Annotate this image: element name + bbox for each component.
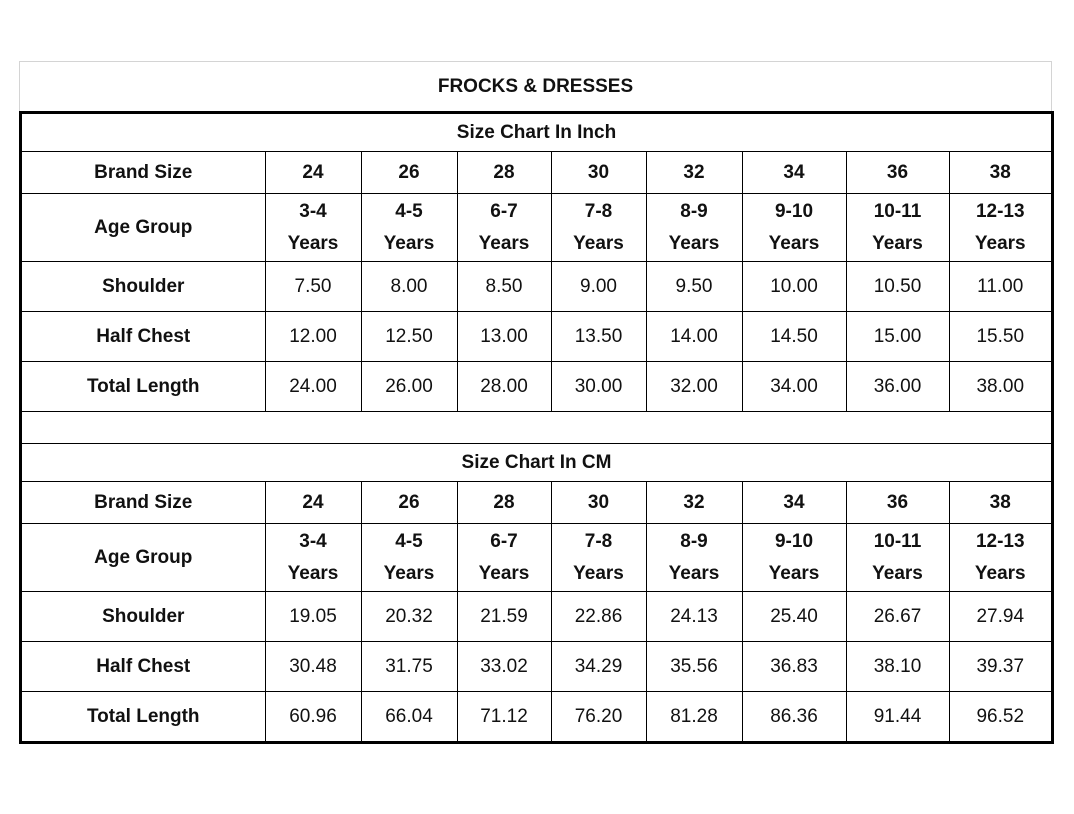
length-value-cell: 32.00 bbox=[646, 362, 742, 412]
age-group-cell bbox=[742, 194, 846, 262]
age-unit: Years bbox=[872, 232, 923, 254]
row-label: Age Group bbox=[22, 524, 265, 592]
brand-size-cell: 36 bbox=[846, 152, 949, 194]
age-unit: Years bbox=[974, 562, 1026, 584]
cm-shoulder-row bbox=[22, 592, 1051, 642]
chest-value-cell: 31.75 bbox=[361, 642, 457, 692]
inch-section-heading: Size Chart In Inch bbox=[22, 114, 1051, 152]
age-unit: Years bbox=[287, 562, 339, 584]
brand-size-cell: 34 bbox=[742, 152, 846, 194]
brand-size-cell: 36 bbox=[846, 482, 949, 524]
section-spacer bbox=[22, 412, 1051, 444]
brand-size-cell: 32 bbox=[646, 482, 742, 524]
length-value-cell: 36.00 bbox=[846, 362, 949, 412]
chest-value-cell: 35.56 bbox=[646, 642, 742, 692]
age-group-cell bbox=[846, 524, 949, 592]
shoulder-value-cell: 24.13 bbox=[646, 592, 742, 642]
shoulder-value-cell: 10.00 bbox=[742, 262, 846, 312]
chest-value-cell: 38.10 bbox=[846, 642, 949, 692]
length-value-cell: 86.36 bbox=[742, 692, 846, 742]
cm-section-heading: Size Chart In CM bbox=[22, 444, 1051, 482]
shoulder-value-cell: 19.05 bbox=[265, 592, 361, 642]
chest-value-cell: 15.50 bbox=[949, 312, 1051, 362]
age-range: 10-11 bbox=[873, 200, 922, 222]
cm-brand-size-row bbox=[22, 482, 1051, 524]
age-unit: Years bbox=[872, 562, 923, 584]
age-range: 7-8 bbox=[584, 200, 613, 222]
age-group-cell bbox=[949, 524, 1051, 592]
age-group-cell bbox=[551, 524, 646, 592]
cm-length-row bbox=[22, 692, 1051, 742]
shoulder-value-cell: 22.86 bbox=[551, 592, 646, 642]
brand-size-cell: 26 bbox=[361, 152, 457, 194]
age-range: 9-10 bbox=[774, 200, 814, 222]
length-value-cell: 66.04 bbox=[361, 692, 457, 742]
brand-size-cell: 26 bbox=[361, 482, 457, 524]
age-group-cell bbox=[846, 194, 949, 262]
length-value-cell: 81.28 bbox=[646, 692, 742, 742]
age-unit: Years bbox=[974, 232, 1026, 254]
age-range: 10-11 bbox=[873, 530, 922, 552]
shoulder-value-cell: 25.40 bbox=[742, 592, 846, 642]
age-group-cell bbox=[361, 524, 457, 592]
brand-size-cell: 30 bbox=[551, 482, 646, 524]
age-range: 9-10 bbox=[774, 530, 814, 552]
page-title-text: FROCKS & DRESSES bbox=[437, 75, 634, 97]
age-unit: Years bbox=[668, 562, 720, 584]
brand-size-cell: 28 bbox=[457, 482, 551, 524]
inch-brand-size-row bbox=[22, 152, 1051, 194]
size-chart-table bbox=[22, 114, 1051, 741]
age-group-cell bbox=[646, 524, 742, 592]
age-group-cell bbox=[265, 524, 361, 592]
shoulder-value-cell: 26.67 bbox=[846, 592, 949, 642]
age-unit: Years bbox=[668, 232, 720, 254]
inch-length-row bbox=[22, 362, 1051, 412]
shoulder-value-cell: 8.50 bbox=[457, 262, 551, 312]
age-group-cell bbox=[949, 194, 1051, 262]
row-label: Half Chest bbox=[22, 312, 265, 362]
brand-size-cell: 38 bbox=[949, 482, 1051, 524]
chest-value-cell: 12.50 bbox=[361, 312, 457, 362]
age-range: 3-4 bbox=[299, 530, 327, 552]
row-label: Half Chest bbox=[22, 642, 265, 692]
age-range: 6-7 bbox=[490, 530, 518, 552]
age-group-cell bbox=[361, 194, 457, 262]
age-group-cell bbox=[742, 524, 846, 592]
chest-value-cell: 33.02 bbox=[457, 642, 551, 692]
shoulder-value-cell: 20.32 bbox=[361, 592, 457, 642]
shoulder-value-cell: 10.50 bbox=[846, 262, 949, 312]
age-unit: Years bbox=[478, 232, 530, 254]
age-unit: Years bbox=[573, 562, 624, 584]
row-label: Age Group bbox=[22, 194, 265, 262]
length-value-cell: 96.52 bbox=[949, 692, 1051, 742]
inch-age-group-row bbox=[22, 194, 1051, 262]
inch-chest-row bbox=[22, 312, 1051, 362]
age-unit: Years bbox=[383, 232, 435, 254]
shoulder-value-cell: 9.00 bbox=[551, 262, 646, 312]
chest-value-cell: 13.00 bbox=[457, 312, 551, 362]
row-label: Total Length bbox=[22, 692, 265, 742]
age-range: 4-5 bbox=[395, 530, 423, 552]
age-unit: Years bbox=[768, 232, 820, 254]
chest-value-cell: 34.29 bbox=[551, 642, 646, 692]
brand-size-cell: 32 bbox=[646, 152, 742, 194]
size-chart bbox=[19, 111, 1054, 744]
length-value-cell: 34.00 bbox=[742, 362, 846, 412]
brand-size-cell: 38 bbox=[949, 152, 1051, 194]
age-group-cell bbox=[551, 194, 646, 262]
cm-section-heading-row bbox=[22, 444, 1051, 482]
row-label: Brand Size bbox=[22, 482, 265, 524]
chest-value-cell: 14.50 bbox=[742, 312, 846, 362]
row-label: Brand Size bbox=[22, 152, 265, 194]
age-range: 4-5 bbox=[395, 200, 423, 222]
age-range: 8-9 bbox=[680, 530, 708, 552]
age-group-cell bbox=[646, 194, 742, 262]
age-group-cell bbox=[457, 194, 551, 262]
chest-value-cell: 39.37 bbox=[949, 642, 1051, 692]
age-range: 6-7 bbox=[490, 200, 518, 222]
age-range: 12-13 bbox=[975, 200, 1025, 222]
age-group-cell bbox=[265, 194, 361, 262]
cm-age-group-row bbox=[22, 524, 1051, 592]
age-range: 7-8 bbox=[584, 530, 613, 552]
length-value-cell: 28.00 bbox=[457, 362, 551, 412]
row-label: Shoulder bbox=[22, 262, 265, 312]
brand-size-cell: 34 bbox=[742, 482, 846, 524]
cm-chest-row bbox=[22, 642, 1051, 692]
chest-value-cell: 14.00 bbox=[646, 312, 742, 362]
inch-section-heading-row bbox=[22, 114, 1051, 152]
shoulder-value-cell: 21.59 bbox=[457, 592, 551, 642]
row-label: Shoulder bbox=[22, 592, 265, 642]
age-unit: Years bbox=[383, 562, 435, 584]
chest-value-cell: 36.83 bbox=[742, 642, 846, 692]
inch-shoulder-row bbox=[22, 262, 1051, 312]
row-label: Total Length bbox=[22, 362, 265, 412]
section-spacer-row bbox=[22, 412, 1051, 444]
chest-value-cell: 15.00 bbox=[846, 312, 949, 362]
shoulder-value-cell: 27.94 bbox=[949, 592, 1051, 642]
shoulder-value-cell: 7.50 bbox=[265, 262, 361, 312]
shoulder-value-cell: 11.00 bbox=[949, 262, 1051, 312]
age-unit: Years bbox=[287, 232, 339, 254]
age-unit: Years bbox=[478, 562, 530, 584]
length-value-cell: 24.00 bbox=[265, 362, 361, 412]
length-value-cell: 76.20 bbox=[551, 692, 646, 742]
page-title bbox=[19, 61, 1052, 111]
length-value-cell: 71.12 bbox=[457, 692, 551, 742]
age-group-cell bbox=[457, 524, 551, 592]
length-value-cell: 38.00 bbox=[949, 362, 1051, 412]
shoulder-value-cell: 9.50 bbox=[646, 262, 742, 312]
brand-size-cell: 28 bbox=[457, 152, 551, 194]
shoulder-value-cell: 8.00 bbox=[361, 262, 457, 312]
brand-size-cell: 30 bbox=[551, 152, 646, 194]
age-range: 3-4 bbox=[299, 200, 327, 222]
length-value-cell: 60.96 bbox=[265, 692, 361, 742]
age-range: 8-9 bbox=[680, 200, 708, 222]
age-unit: Years bbox=[768, 562, 820, 584]
length-value-cell: 91.44 bbox=[846, 692, 949, 742]
brand-size-cell: 24 bbox=[265, 152, 361, 194]
length-value-cell: 30.00 bbox=[551, 362, 646, 412]
chest-value-cell: 30.48 bbox=[265, 642, 361, 692]
chest-value-cell: 12.00 bbox=[265, 312, 361, 362]
brand-size-cell: 24 bbox=[265, 482, 361, 524]
age-unit: Years bbox=[573, 232, 624, 254]
age-range: 12-13 bbox=[975, 530, 1025, 552]
chest-value-cell: 13.50 bbox=[551, 312, 646, 362]
length-value-cell: 26.00 bbox=[361, 362, 457, 412]
size-chart-body bbox=[22, 114, 1051, 741]
